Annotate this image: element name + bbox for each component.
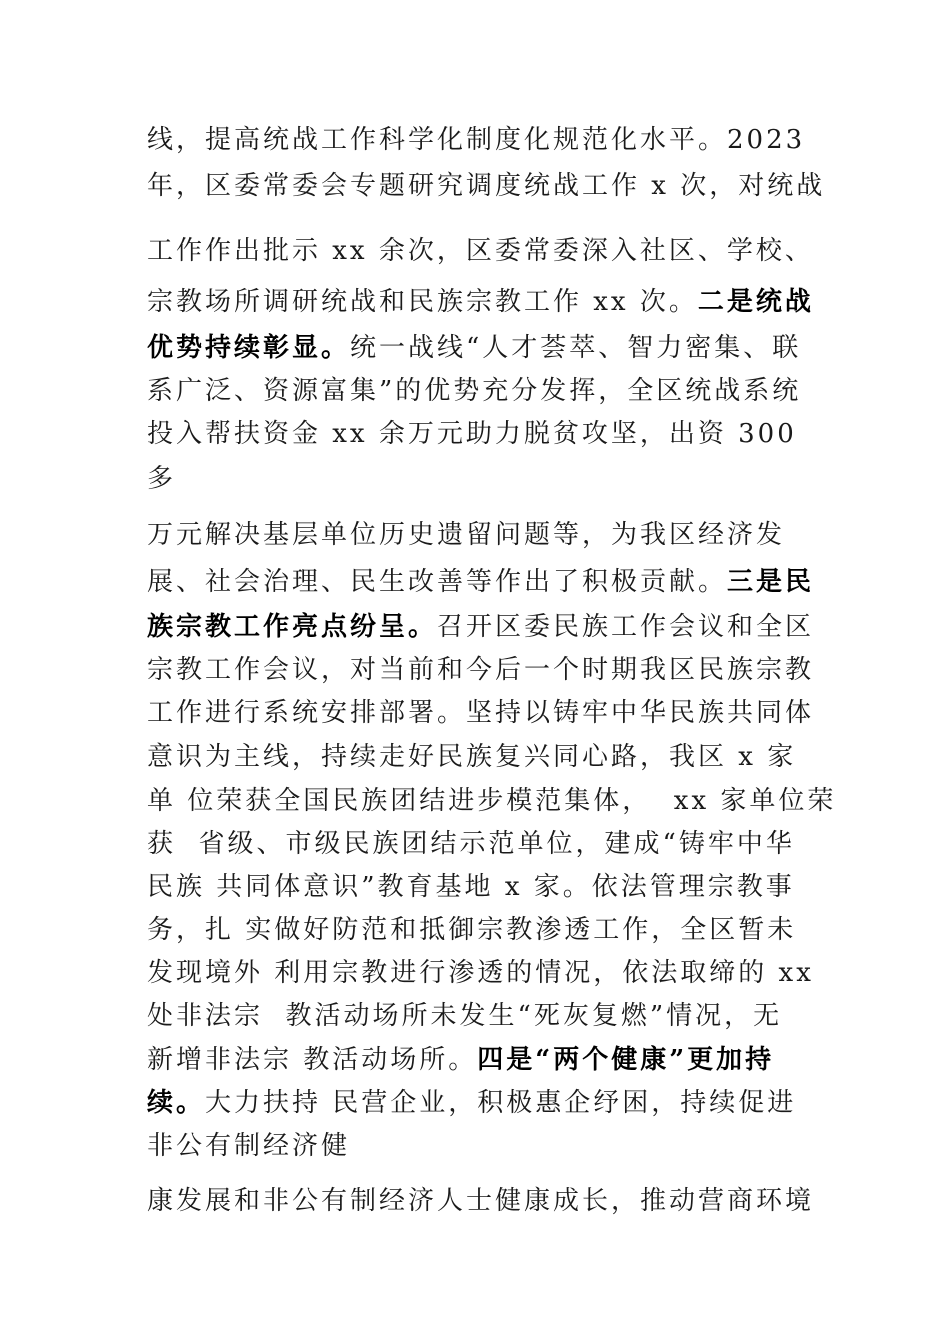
text-line: 工作作出批示 xx 余次，区委常委深入社区、学校、: [147, 236, 814, 266]
text-line: 展、社会治理、民生改善等作出了积极贡献。三是民: [147, 567, 815, 597]
text-line: 非公有制经济健: [147, 1131, 351, 1161]
bold-heading: 续。: [147, 1088, 206, 1118]
text-line: 获 省级、市级民族团结示范单位，建成“铸牢中华: [147, 829, 795, 859]
text-line: 发现境外 利用宗教进行渗透的情况，依法取缔的 xx: [147, 958, 814, 988]
text-line: 续。大力扶持 民营企业，积极惠企纾困，持续促进: [147, 1088, 797, 1118]
text-line: 宗教工作会议，对当前和今后一个时期我区民族宗教: [147, 655, 815, 685]
text-line: 新增非法宗 教活动场所。四是“两个健康”更加持: [147, 1045, 775, 1075]
bold-heading: 优势持续彰显。: [147, 333, 351, 363]
text-line: 投入帮扶资金 xx 余万元助力脱贫攻坚，出资 300: [147, 419, 797, 449]
text-line: 族宗教工作亮点纷呈。召开区委民族工作会议和全区: [147, 612, 815, 642]
text-line: 单 位荣获全国民族团结进步模范集体， xx 家单位荣: [147, 786, 837, 816]
text-line: 处非法宗 教活动场所未发生“死灰复燃”情况，无: [147, 1001, 783, 1031]
text-line: 万元解决基层单位历史遗留问题等，为我区经济发: [147, 520, 786, 550]
text-line: 意识为主线，持续走好民族复兴同心路，我区 x 家: [147, 742, 797, 772]
text-line: 务，扎 实做好防范和抵御宗教渗透工作，全区暂未: [147, 915, 797, 945]
text-line: 线，提高统战工作科学化制度化规范化水平。2023: [147, 125, 806, 155]
text-line: 系广泛、资源富集”的优势充分发挥，全区统战系统: [147, 376, 802, 406]
bold-heading: 三是民: [727, 567, 815, 597]
text-line: 年，区委常委会专题研究调度统战工作 x 次，对统战: [147, 171, 826, 201]
bold-heading: 族宗教工作亮点纷呈。: [147, 612, 438, 642]
bold-heading: 四是“两个健康”更加持: [477, 1045, 775, 1075]
text-line: 康发展和非公有制经济人士健康成长，推动营商环境: [147, 1186, 815, 1216]
text-line: 优势持续彰显。统一战线“人才荟萃、智力密集、联: [147, 333, 802, 363]
text-line: 工作进行系统安排部署。坚持以铸牢中华民族共同体: [147, 698, 815, 728]
text-line: 民族 共同体意识”教育基地 x 家。依法管理宗教事: [147, 872, 795, 902]
bold-heading: 二是统战: [697, 287, 814, 317]
text-line: 多: [147, 464, 177, 494]
text-line: 宗教场所调研统战和民族宗教工作 xx 次。二是统战: [147, 287, 814, 317]
